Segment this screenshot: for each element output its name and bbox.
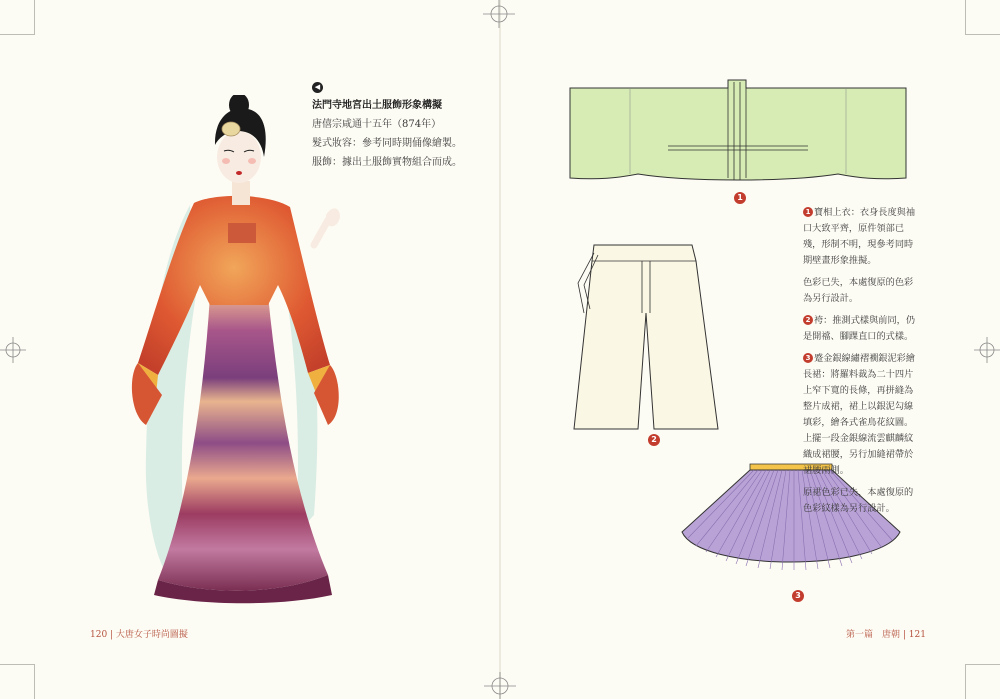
garment-notes: [803, 205, 921, 523]
jacket-diagram: [568, 78, 908, 188]
registration-mark-bottom: [478, 670, 522, 699]
crop-mark-bottom-left: [0, 664, 35, 699]
note-number: 1: [803, 207, 813, 217]
illustration-title: 法門寺地宮出土服飾形象構擬: [312, 100, 442, 111]
note-jacket: 1 寶相上衣：衣身長度與袖口大致平齊，原件領部已殘，形制不明，現參考同時期壁畫形象推擬。: [803, 207, 916, 266]
crop-mark-top-right: [965, 0, 1000, 35]
illustration-date: 唐僖宗咸通十五年（874年）: [312, 119, 442, 130]
registration-mark-right: [972, 334, 1000, 366]
left-folio: 120 | 大唐女子時尚圖擬: [90, 630, 188, 640]
badge-trousers: 2: [648, 434, 660, 446]
crop-mark-bottom-right: [965, 664, 1000, 699]
note-jacket-color: 色彩已失，本處復原的色彩為另行設計。: [803, 277, 914, 304]
badge-jacket: 1: [734, 192, 746, 204]
badge-skirt: 3: [792, 590, 804, 602]
note-number: 2: [803, 315, 813, 325]
caption-marker-icon: ◀: [312, 82, 323, 93]
registration-mark-top-right: [485, 0, 529, 30]
note-number: 3: [803, 353, 813, 363]
note-trousers: 2 袴：推測式樣與前同，仍是開襠、腳踝直口的式樣。: [803, 315, 916, 342]
costume-note: 服飾：據出土服飾實物組合而成。: [312, 157, 462, 168]
illustration-caption: [312, 77, 492, 172]
registration-mark-left: [0, 334, 28, 366]
registration-mark-top-center-right: [470, 0, 472, 2]
gutter: [499, 0, 501, 699]
right-folio: 第一篇 唐朝 | 121: [846, 630, 926, 640]
trousers-diagram: [572, 243, 720, 433]
hairstyle-note: 髮式妝容：參考同時期俑像繪製。: [312, 138, 462, 149]
note-skirt: 3 蹙金銀線繡褶襉銀泥彩繪長裙：將羅料裁為二十四片上窄下寬的長條，再拼縫為整片成裙，裙上以銀泥勾線填彩，繪各式雀鳥花紋圖。上擺一段金銀線流雲麒麟紋織成裙腰，另行加縫裙帶於裙腰兩側。: [803, 353, 916, 476]
note-skirt-color: 原裙色彩已失，本處復原的色彩紋樣為另行設計。: [803, 487, 914, 514]
crop-mark-top-left: [0, 0, 35, 35]
